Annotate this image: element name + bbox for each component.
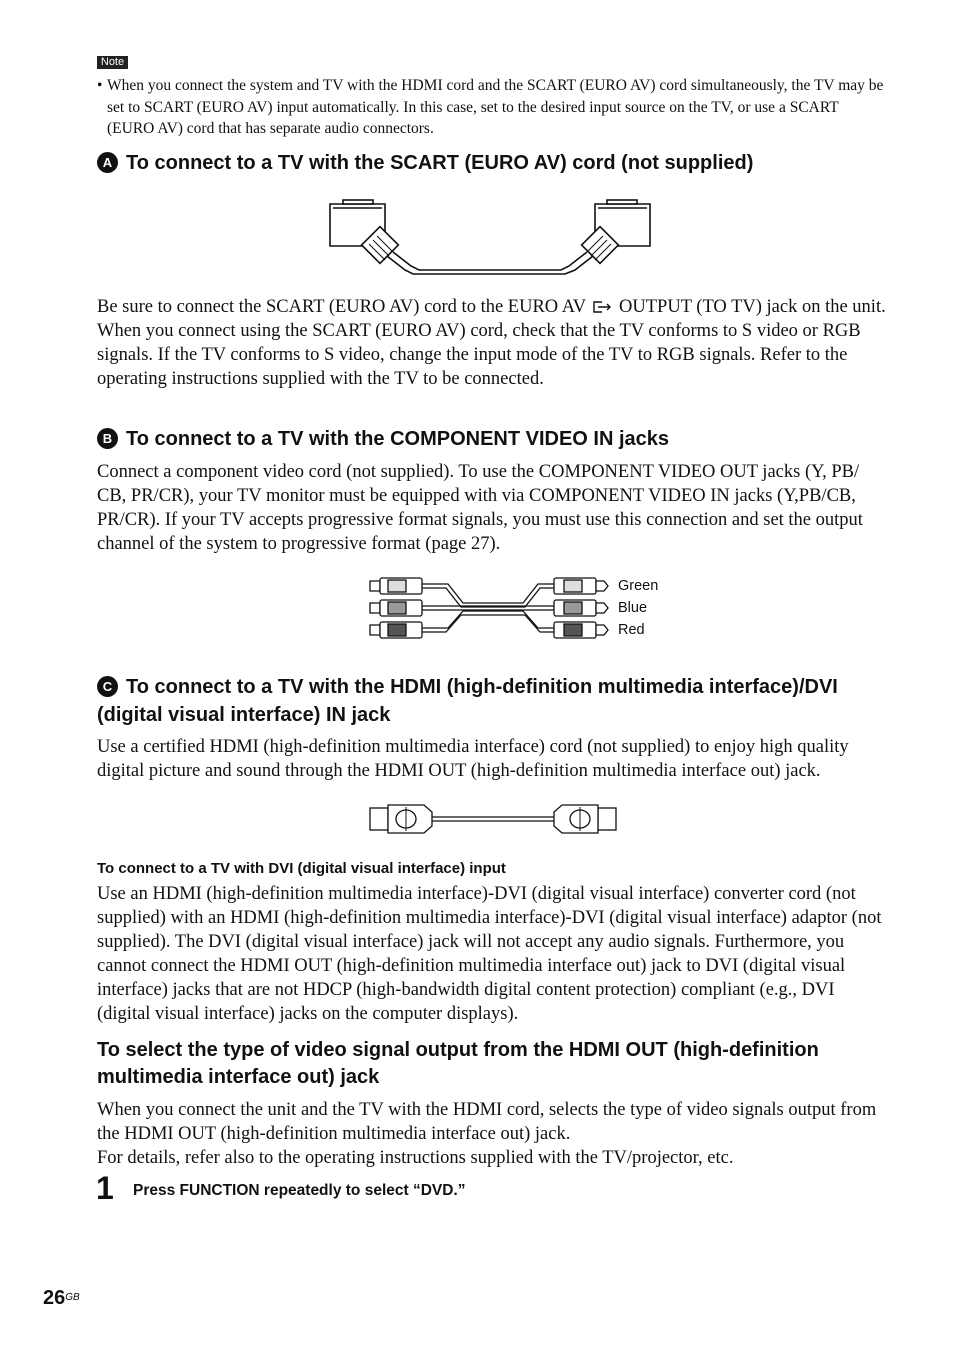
legend-blue: Blue: [618, 600, 648, 616]
component-cord-illustration: [368, 577, 618, 643]
page-number-suffix: GB: [65, 1292, 80, 1303]
output-arrow-icon: [590, 299, 614, 315]
dvi-heading: To connect to a TV with DVI (digital visual interface) input: [97, 860, 506, 877]
dvi-body: Use an HDMI (high-definition multimedia interface)-DVI (digital visual interface) converter cord (not supplied) with an HDMI (high-definition multimedia interface)-DVI (digital visual interface) adaptor (not supplied). The DVI (digital visual interface) jack will not accept any audio signals. Furthermore, you cannot connect the HDMI OUT (high-definition multimedia interface out) jack to DVI (digital visual interface) jacks that are not HDCP (high-bandwidth digital content protection) compliant (e.g., DVI (digital visual interface) jacks on the computer displays).: [97, 884, 882, 1024]
section-c-marker: C: [97, 676, 118, 697]
hdmi-select-para1: When you connect the unit and the TV with the HDMI cord, selects the type of video signals output from the HDMI OUT (high-definition multimedia interface out) jack.: [97, 1100, 877, 1144]
note-body: When you connect the system and TV with the HDMI cord and the SCART (EURO AV) cord simultaneously, the TV may be set to SCART (EURO AV) input automatically. In this case, set to the desired input source on the TV, or use a SCART (EURO AV) cord that has separate audio connectors.: [107, 77, 884, 137]
section-a-marker: A: [97, 152, 118, 173]
cord-color-legend: [618, 575, 658, 641]
hdmi-select-heading: To select the type of video signal output from the HDMI OUT (high-definition multimedia interface out) jack: [97, 1039, 819, 1088]
section-a-para1-end: OUTPUT (TO TV) jack on the unit.: [614, 297, 886, 317]
page-number-value: 26: [43, 1287, 66, 1309]
hdmi-select-para2: For details, refer also to the operating instructions supplied with the TV/projector, etc.: [97, 1148, 734, 1168]
scart-cord-illustration: [325, 198, 655, 278]
step-number: 1: [96, 1170, 114, 1206]
legend-red: Red: [618, 622, 645, 638]
page-number: [43, 1288, 80, 1308]
section-c-body: Use a certified HDMI (high-definition multimedia interface) cord (not supplied) to enjoy high quality digital picture and sound through the HDMI OUT (high-definition multimedia interface out) jack.: [97, 737, 849, 781]
hdmi-cord-illustration: [368, 802, 620, 836]
hdmi-select-body: [97, 1098, 887, 1170]
step-text: Press FUNCTION repeatedly to select “DVD.”: [133, 1182, 466, 1199]
section-a-heading: [97, 149, 917, 177]
section-b-heading: [97, 425, 917, 453]
section-a-body: [97, 295, 887, 391]
note-text: [97, 75, 887, 140]
section-a-title: To connect to a TV with the SCART (EURO AV) cord (not supplied): [126, 152, 754, 174]
note-label: Note: [97, 56, 128, 69]
section-a-para2: When you connect using the SCART (EURO AV) cord, check that the TV conforms to S video or RGB signals. If the TV conforms to S video, change the input mode of the TV to RGB signals. Refer to the operating instructions supplied with the TV to be connected.: [97, 321, 861, 389]
section-a-para1-start: Be sure to connect the SCART (EURO AV) cord to the EURO AV: [97, 297, 591, 317]
section-c-heading: [97, 673, 887, 729]
section-a-para1: [97, 295, 887, 319]
legend-green: Green: [618, 578, 659, 594]
section-b-body: Connect a component video cord (not supplied). To use the COMPONENT VIDEO OUT jacks (Y, PB/ CB, PR/CR), your TV monitor must be equipped with via COMPONENT VIDEO IN jacks (Y,PB/CB, PR/CR). If your TV accepts progressive format signals, you must use this connection and set the output channel of the system to progressive format (page 27).: [97, 462, 863, 554]
section-b-marker: B: [97, 428, 118, 449]
section-b-title: To connect to a TV with the COMPONENT VIDEO IN jacks: [126, 428, 670, 450]
note-bullet: •: [97, 77, 103, 94]
section-c-title: To connect to a TV with the HDMI (high-definition multimedia interface)/DVI (digital visual interface) IN jack: [97, 676, 838, 726]
